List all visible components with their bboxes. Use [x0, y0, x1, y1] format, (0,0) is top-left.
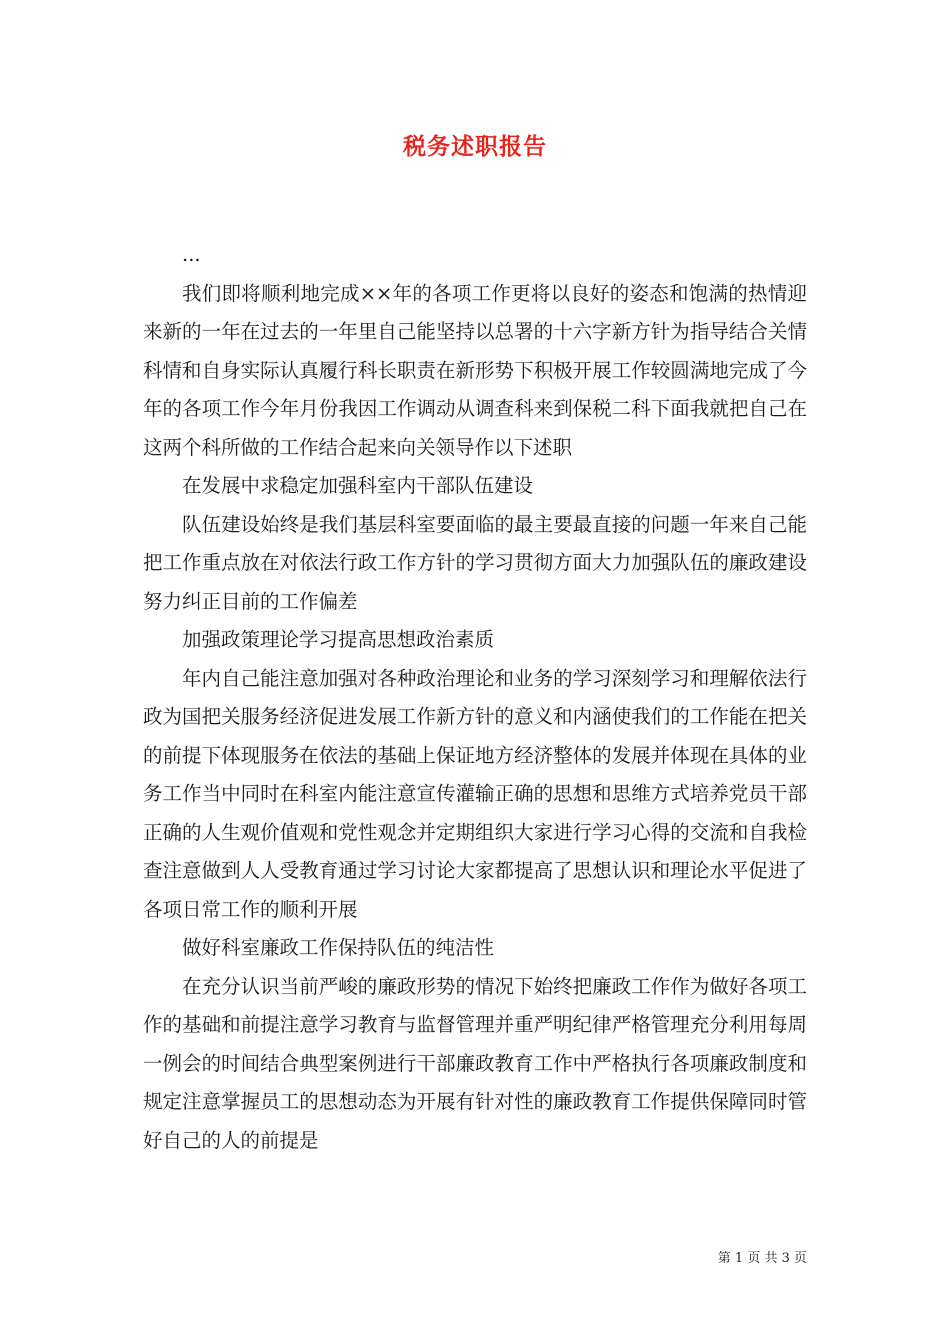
document-title: 税务述职报告 — [403, 133, 547, 160]
section-heading: 加强政策理论学习提高思想政治素质 — [182, 628, 495, 651]
paragraph: 队伍建设始终是我们基层科室要面临的最主要最直接的问题一年来自己能把工作重点放在对依法行政工作方针的学习贯彻方面大力加强队伍的廉政建设努力纠正目前的工作偏差 — [143, 512, 807, 613]
document-body — [143, 236, 807, 1160]
section-heading: 在发展中求稳定加强科室内干部队伍建设 — [182, 474, 534, 497]
paragraph-intro: 我们即将顺利地完成××年的各项工作更将以良好的姿态和饱满的热情迎来新的一年在过去的一年里自己能坚持以总署的十六字新方针为指导结合关情科情和自身实际认真履行科长职责在新形势下积极开展工作较圆满地完成了今年的各项工作今年月份我因工作调动从调查科来到保税二科下面我就把自己在这两个科所做的工作结合起来向关领导作以下述职 — [143, 281, 807, 459]
paragraph: 在充分认识当前严峻的廉政形势的情况下始终把廉政工作作为做好各项工作的基础和前提注意学习教育与监督管理并重严明纪律严格管理充分利用每周一例会的时间结合典型案例进行干部廉政教育工作中严格执行各项廉政制度和规定注意掌握员工的思想动态为开展有针对性的廉政教育工作提供保障同时管好自己的人的前提是 — [143, 974, 807, 1152]
page-number: 第 1 页 共 3 页 — [717, 1251, 807, 1266]
section-heading: 做好科室廉政工作保持队伍的纯洁性 — [182, 936, 495, 959]
paragraph-ellipsis: ... — [182, 243, 201, 266]
paragraph: 年内自己能注意加强对各种政治理论和业务的学习深刻学习和理解依法行政为国把关服务经济促进发展工作新方针的意义和内涵使我们的工作能在把关的前提下体现服务在依法的基础上保证地方经济整体的发展并体现在具体的业务工作当中同时在科室内能注意宣传灌输正确的思想和思维方式培养党员干部正确的人生观价值观和党性观念并定期组织大家进行学习心得的交流和自我检查注意做到人人受教育通过学习讨论大家都提高了思想认识和理论水平促进了各项日常工作的顺利开展 — [143, 666, 807, 921]
